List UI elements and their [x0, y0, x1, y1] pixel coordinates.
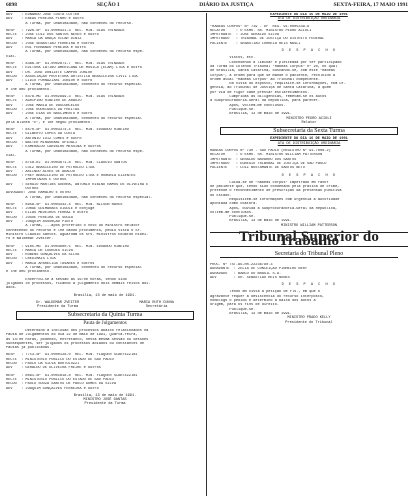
- text-line: Pautas já publicadas.: [6, 346, 52, 351]
- text-line: Brasília, 13 de maio de 1991.: [210, 112, 292, 117]
- case-block: [6, 128, 204, 158]
- text-line: ADV : ELIAS MEDEIROS FERRAZ e outro: [6, 211, 88, 216]
- journal-title: DIÁRIO DA JUSTIÇA: [199, 2, 254, 8]
- text-line: RECDO : PAULO DA SILVA BORTOLUZZI: [6, 362, 80, 367]
- signature-name: MINISTRO PRADO KELLY: [287, 316, 331, 321]
- left-column: [6, 13, 204, 496]
- text-line: RESP : 8718-RJ 91.0003671-8 REL. MIN. CLÁUDIO SANTOS: [6, 161, 127, 166]
- text-line: A Turma, por unanimidade, conheceu do recurso especial: [6, 266, 142, 271]
- signature-name: MINISTRO WILLIAM PATTERSON: [280, 223, 338, 228]
- right-column: [210, 13, 408, 496]
- text-line: RECTE : LUIZ BRASILEIRO DE PETRÓLEO LTDA: [6, 165, 95, 170]
- text-line: Cumpridas as diligências, remetam-se os autos: [210, 95, 327, 100]
- case-block: [6, 62, 204, 92]
- despacho-heading: D E S P A C H O: [281, 173, 337, 178]
- text-line: A Turma, por unanimidade, conheceu do recurso especial: [6, 83, 142, 88]
- text-line: RECDO : JOSUÉ PEREIRA DE SOUZA: [6, 215, 73, 220]
- text-line: ADV : JOSÉ MARIA DE VASCONCELOS: [6, 103, 80, 108]
- despacho-body: [210, 290, 408, 316]
- text-line: A Turma, por unanimidade, conheceu do recurso especial: [6, 116, 142, 121]
- case-block: [6, 29, 204, 59]
- signature-name: MINISTRO PEDRO ACIOLI: [286, 116, 332, 121]
- closing-text: [6, 278, 204, 291]
- text-line: RECDO : WALTER MINGORANI SPIDALI: [6, 141, 78, 146]
- text-line: Encerrou-se a sessão às 16:00 horas, tendo sido: [6, 277, 127, 282]
- case-block: [210, 263, 408, 280]
- text-line: da Turma do Colendo Tribunal "Habeas Corpus" nº 20, no qual: [210, 64, 338, 69]
- text-line: RECTE : AGRIPINO RIBEIRO DE ARAÚJO: [6, 99, 82, 104]
- text-line: ADV : ARLINDO ALVES DE ARAÚJO: [6, 169, 76, 174]
- text-line: ADV : LÍDIO FORNAZIARI JÚNIOR e outro: [6, 79, 93, 84]
- case-block: [6, 13, 204, 26]
- text-line: cial.: [6, 153, 17, 158]
- expedient-subtitle: ATA DE DISTRIBUIÇÃO ORDINÁRIA: [277, 141, 341, 146]
- text-line: ADV : EDNARDO JOSÉ COSTA CUTTER: [6, 13, 80, 17]
- text-line: RECDO : JOSÉ SEBASTIÃO FERREIRA e outros: [6, 41, 95, 46]
- text-line: por via de rigor cabe prestar esclarecimentos.: [210, 90, 310, 95]
- page-number: 6898: [6, 2, 17, 8]
- text-line: ordem atual "Habeas Corpus" ao Tribunal competente.: [210, 77, 320, 82]
- text-line: AGRAVADO : BANCO DO BRASIL S.A.: [210, 271, 282, 276]
- case-block: [6, 95, 204, 125]
- text-line: RESP : 8570-SP 91.0003374-4 REL. MIN. EDUARDO RIBEIRO: [6, 128, 129, 133]
- text-line: IMPORTADOS E OUTROS: [6, 178, 67, 183]
- text-line: pela alínea "c", e lhe negou provimento.: [6, 120, 93, 125]
- text-line: Cuida-se de "habeas corpus" impetrado em favor: [210, 180, 329, 185]
- text-line: RECTE : MINISTÉRIO PÚBLICO DO ESTADO DE SÃO PAULO: [6, 357, 114, 362]
- court-title: Tribunal Superior do Trabalho: [210, 232, 408, 247]
- text-line: ADV : MARIA APARECIDA TAVARES e outros: [6, 261, 95, 266]
- text-line: pretende o reconhecimento de prescrição da pretensão punitiva: [210, 189, 342, 194]
- text-line: ADV : RUBENS GONÇALVES DA SILVA: [6, 253, 80, 258]
- text-line: RESP : 8478-MG 91.0002999-3 REL. MIN. DIAS TRINDADE: [6, 95, 125, 100]
- closing-date: Brasília, 13 de maio de 1991.: [73, 293, 137, 298]
- text-line: Publique-se.: [210, 107, 256, 112]
- text-line: RELATOR : O EXMO. SR. MINISTRO WILLIAM PATTERSON: [210, 153, 323, 158]
- text-line: Publique-se.: [210, 215, 256, 220]
- despacho-body: [210, 181, 408, 224]
- text-line: Publique-se.: [210, 307, 256, 312]
- text-line: gência, ao Tribunal de Justiça de Santa Catarina, a quem: [210, 86, 331, 91]
- text-line: ADV : GERALDO DE OLIVEIRA FREIRE e outros: [6, 366, 101, 371]
- signature-name: MINISTRO JOSÉ DANTAS: [83, 398, 127, 403]
- text-line: Concedendo a liminar e pleiteada por ter participado: [210, 60, 342, 65]
- text-line: ADV : SÉRGIO MARTINS GUERRA, ANTÔNIO RIBINO RAMOS DE OLIVEIRA E: [6, 182, 149, 187]
- text-line: RECTE : JORGE GUIMARÃES DIGOLE e cônjuge: [6, 207, 95, 212]
- text-line: subsequentes, ser julgados os processos adiados ou constantes de: [6, 341, 145, 346]
- text-line: IMPETRANTE : GERALDO NAVARRO DOS SANTOS: [210, 157, 297, 162]
- text-line: Brasília, 14 de maio de 1991.: [210, 311, 292, 316]
- text-line: de paciente que, tendo sido condenado pela prática de crime,: [210, 185, 340, 190]
- text-line: RECTE : MINISTÉRIO PÚBLICO DO ESTADO DE SÃO PAULO: [6, 377, 114, 382]
- text-line: A Turma, por unanimidade, não conheceu do recurso.: [6, 21, 134, 26]
- text-line: conhecendo do recurso e lhe dando provimento, pediu vista o Sr.: [6, 228, 142, 233]
- text-line: ADV : ESMERALDO CARVALHO MESSINA e outros: [6, 145, 101, 150]
- text-line: Pauta de Julgamentos do dia 22 de maio de 1991, Quarta-feira,: [6, 333, 138, 338]
- text-line: RECDO : FREY BRASILEIRO DE PETRÓLEO LTDA E HUNGRIA DIZENTES: [6, 174, 136, 179]
- despacho-body: [210, 56, 408, 116]
- text-line: origem, para os fins de direito.: [210, 303, 280, 308]
- text-line: do Estado.: [210, 193, 232, 198]
- text-line: RECTE : MARIA DE LOURDES SILVA: [6, 248, 73, 253]
- text-line: Após, ouvida a Subprocuradoria-Geral da República,: [210, 206, 338, 211]
- signature-role: Secretária: [145, 305, 168, 310]
- issue-date: SEXTA-FEIRA, 17 MAIO 1991: [333, 2, 408, 8]
- despacho-heading: D E S P A C H O: [281, 283, 337, 288]
- case-block: [210, 149, 408, 170]
- text-line: RECDO : CREDIMAIS LTDA: [6, 257, 56, 262]
- text-line: OUTROS: [6, 186, 39, 191]
- text-line: RECDO : ASSOCIAÇÃO PROTETORA ARTÍSTICA BRASILEIRA CIVIL LTDA: [6, 74, 138, 79]
- text-line: ADV : JOAQUIM ASSUNÇÃO PINTO: [6, 220, 73, 225]
- text-line: ADV : ANTÔNIO LUIZ COMES e outro: [6, 136, 82, 141]
- case-block: [210, 25, 408, 46]
- text-line: Tendo em vista a petição de fls., em que o: [210, 290, 320, 295]
- text-line: RESP : 7926-SP 91.0000421-3 REL. MIN. DIAS TRINDADE: [6, 28, 125, 33]
- text-line: A Turma, ...após proferido o voto do Ministro Relator: [6, 224, 140, 229]
- text-line: A Turma, por unanimidade, não conheceu do recurso espe-: [6, 149, 145, 154]
- text-line: PACIENTE : SEBASTIÃO CORREIA REIS NASCI: [210, 41, 301, 46]
- text-line: e lhe deu provimento.: [6, 270, 52, 275]
- text-line: julgados 30 processos, ficando a julgamento dois demais feitos adi-: [6, 281, 151, 286]
- signature-role: Presidente do Tribunal: [285, 320, 333, 325]
- pauta-intro: [6, 329, 204, 350]
- case-block: [6, 203, 204, 242]
- text-line: ro e Waldemar Zveiter.: [6, 237, 54, 242]
- text-line: AGRAVANTE : ZÉLIA DE CONCEIÇÃO PINHEIRO NERY: [210, 267, 308, 272]
- text-line: Brasília, 13 de maio de 1991.: [210, 219, 292, 224]
- text-line: Após, voltem-me conclusos.: [210, 103, 286, 108]
- text-line: "HABEAS CORPUS" Nº 719 - DF REG. 91.0005349-9: [210, 24, 310, 29]
- case-block: [6, 374, 204, 391]
- text-line: IMPETRADO : TRIBUNAL DE JUSTIÇA DO DISTRITO FEDERAL: [210, 37, 325, 42]
- case-block: [6, 245, 204, 275]
- text-line: IMPETRANTE : JOSÉ GERALDO SILVA: [210, 33, 280, 38]
- text-line: ADV : DR. JOSÉ DONIZETE CAMPOS JUNIOR: [6, 70, 93, 75]
- text-line: ADV : MARIA DA GRAÇA VILAR DINIZ: [6, 37, 82, 42]
- text-line: ADV : DR. SEBASTIÃO REIS NUNES: [210, 275, 290, 280]
- text-line: Ministro Cláudio Santos. Aguardam os Srs. Ministros Eduardo Ribei-: [6, 232, 149, 237]
- text-line: voltem-me conclusos.: [210, 210, 254, 215]
- section-heading: Subsecretaria da Quinta Turma: [16, 311, 194, 319]
- text-line: PROC. Nº TST-AG-RR-22236/90.3: [210, 262, 273, 267]
- text-line: RESP : 8366-SP 91.0002871-7 REL. MIN. DIAS TRINDADE: [6, 61, 125, 66]
- text-line: A Turma, por unanimidade, não conheceu do recurso especial.: [6, 195, 153, 200]
- text-line: e lhe deu provimento.: [6, 87, 52, 92]
- signature-name: MARIA RUTH CUNHA: [139, 300, 174, 305]
- text-line: RESP : 7713-SP 91.0000128-0 REL. MIN. FLAQUER SCARTEZZINI: [6, 353, 138, 358]
- text-line: RESP : 8091-SP 91.0001818-8 REL. MIN. FLAQUER SCARTEZZINI: [6, 373, 138, 378]
- text-line: apontada como coatora.: [210, 202, 258, 207]
- text-line: Requisitem-se informações com urgência à autoridade: [210, 197, 340, 202]
- text-line: RECTE : GILBERTO LOPES DA COSTA: [6, 132, 76, 137]
- court-subtitle: Secretaria do Tribunal Pleno: [220, 251, 398, 258]
- signature-role: Presidente da Turma: [37, 305, 79, 310]
- text-line: ADVOGADO: JOSÉ RAMALHO E OUTRO: [6, 191, 71, 196]
- text-line: ADV : ENEAS PEREIRA PINHO e outro: [6, 17, 84, 22]
- text-line: RESP : 9105-MG 91.0004800-5 REL. MIN. EDUARDO RIBEIRO: [6, 244, 129, 249]
- signature-name: Dr. WALDEMAR ZVEITER: [36, 300, 80, 305]
- text-line: Determino a inclusão dos processos abaixo relacionados na: [6, 329, 149, 333]
- text-line: RECDO : PAULO SOUZA SANTOS DE PAULO GOMES DA SILVA: [6, 382, 116, 387]
- signature-role: Presidente da Turma: [84, 402, 126, 407]
- section-heading: Subsecretaria da Sexta Turma: [220, 127, 398, 135]
- text-line: às 14:00 horas, podendo, entretanto, nesta mesma Sessão ou Sessões: [6, 337, 149, 342]
- text-line: Vistos, etc.: [210, 56, 256, 61]
- case-block: [6, 161, 204, 200]
- text-line: cial.: [6, 54, 17, 59]
- signatures: [6, 301, 204, 310]
- text-line: RECTE : JOSÉ LUIZ DOS SANTOS NEVES e outro: [6, 33, 99, 38]
- despacho-heading: D E S P A C H O: [281, 49, 337, 54]
- sub-heading: Pauta de Julgamentos: [83, 320, 127, 326]
- expedient-title: EXPEDIENTE DO DIA 15 DE MAIO DE 1991: [270, 13, 348, 17]
- text-line: Corpus", a ordem para que se mande o paciente, recolhido à: [210, 73, 336, 78]
- text-line: à Subprocuradoria-Geral da República, para parecer.: [210, 99, 320, 104]
- text-line: RESP : 8958-SP 91.0004442-4 REL. MIN. NILSON NAVES: [6, 202, 123, 207]
- text-line: HABEAS CORPUS Nº 730 - SÃO PAULO (REGISTRO Nº 91.7008-2): [210, 149, 331, 154]
- text-line: ados.: [6, 286, 17, 291]
- text-line: IMPETRADO : EGRÉGIO TRIBUNAL DE JUSTIÇA DE SÃO PAULO: [210, 161, 327, 166]
- text-line: ADV : JOAQUIM GONÇALVES FERREIRA e outro: [6, 386, 99, 391]
- page-header: [6, 2, 408, 12]
- text-line: RELATOR : O EXMO. SR. MINISTRO PEDRO ACIOLI: [210, 28, 312, 33]
- signature-role: Relator: [301, 120, 317, 125]
- text-line: ADV : JOSÉ DIAS DO NASCIMENTO e outro: [6, 112, 93, 117]
- text-line: de Brasília, Santa Catarina, buscando-se, com este "Habeas: [210, 69, 336, 74]
- text-line: agravante requer a desistência do recurso interposto,: [210, 294, 325, 299]
- column-divider: [206, 13, 207, 496]
- case-block: [6, 353, 204, 370]
- text-line: Em vista do exposto, requisite-se informações, com ur-: [210, 82, 346, 87]
- text-line: ADV : RUI FERNANDO PEREIRA e outro: [6, 46, 86, 51]
- text-line: RECDO : JOSÉ RODRIGUES DA FREITAS: [6, 107, 80, 112]
- text-line: A Turma, por unanimidade, não conheceu do recurso espe-: [6, 50, 145, 55]
- text-line: homologo o pedido e determino a baixa dos autos à: [210, 299, 316, 304]
- text-line: PACIENTE : LUIZ BUSTAMANTE DE SANTOS NETO: [210, 166, 305, 171]
- expedient-title: EXPEDIENTE DO DIA 16 DE MAIO DE 1991: [270, 137, 348, 142]
- text-line: RECTE : EDITORA LATINO AMERICANA DE MÚSICA (ELAM) LTDA e outro: [6, 66, 142, 71]
- pauta-date: Brasília, 13 de maio de 1991.: [73, 393, 137, 398]
- expedient-subtitle: ATA DE DISTRIBUIÇÃO ORDINÁRIA: [277, 17, 341, 22]
- section-label: SEÇÃO I: [96, 2, 120, 8]
